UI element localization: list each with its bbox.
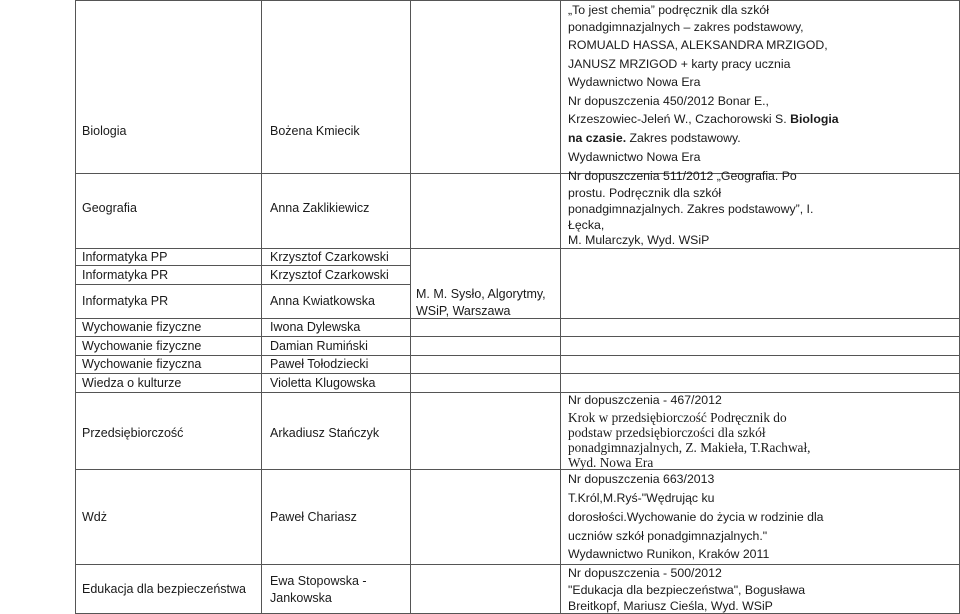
subject-cell: Wychowanie fizyczne: [82, 320, 202, 334]
reference-line: Nr dopuszczenia - 467/2012: [568, 393, 722, 407]
subject-cell: Wiedza o kulturze: [82, 376, 182, 390]
reference-authors: Krzeszowiec-Jeleń W., Czachorowski S.: [568, 112, 787, 126]
reference-line: Łęcka,: [568, 218, 605, 232]
subject-cell: Wychowanie fizyczna: [82, 357, 202, 371]
reference-line: „To jest chemia” podręcznik dla szkół: [568, 3, 769, 17]
column-divider: [261, 0, 262, 614]
teacher-cell: Anna Kwiatkowska: [270, 294, 375, 308]
reference-line: Nr dopuszczenia - 500/2012: [568, 566, 722, 580]
teacher-cell: Damian Rumiński: [270, 339, 368, 353]
teacher-cell: Paweł Tołodziecki: [270, 357, 369, 371]
teacher-cell: Anna Zaklikiewicz: [270, 201, 370, 215]
teacher-cell: Bożena Kmiecik: [270, 124, 360, 138]
reference-line: Wydawnictwo Runikon, Kraków 2011: [568, 547, 770, 561]
reference-line: uczniów szkół ponadgimnazjalnych.": [568, 529, 768, 543]
reference-line: ponadgimnazjalnych – zakres podstawowy,: [568, 20, 804, 34]
row-divider: [75, 373, 960, 374]
reference-line: ROMUALD HASSA, ALEKSANDRA MRZIGOD,: [568, 38, 828, 52]
reference-line: Nr dopuszczenia 450/2012 Bonar E.,: [568, 94, 769, 108]
column-divider: [75, 0, 76, 614]
column-divider: [410, 0, 411, 614]
subject-cell: Biologia: [82, 124, 127, 138]
reference-line: JANUSZ MRZIGOD + karty pracy ucznia: [568, 57, 791, 71]
reference-line: dorosłości.Wychowanie do życia w rodzinie dla: [568, 510, 824, 524]
teacher-cell: Violetta Klugowska: [270, 376, 376, 390]
reference-line: Breitkopf, Mariusz Cieśla, Wyd. WSiP: [568, 599, 773, 613]
subject-cell: Informatyka PR: [82, 268, 169, 282]
reference-title: Biologia: [790, 112, 839, 126]
subject-cell: Geografia: [82, 201, 137, 215]
row-divider: [75, 355, 960, 356]
reference-line: ponadgimnazjalnych, Z. Makieła, T.Rachwał,: [568, 440, 811, 455]
row-divider: [75, 564, 960, 565]
reference-line: Wydawnictwo Nowa Era: [568, 75, 701, 89]
reference-line: Wydawnictwo Nowa Era: [568, 150, 701, 164]
reference-line: prostu. Podręcznik dla szkół: [568, 186, 722, 200]
row-divider: [75, 284, 410, 285]
teacher-cell: Krzysztof Czarkowski: [270, 268, 389, 282]
textbook-cell: WSiP, Warszawa: [416, 304, 511, 318]
row-divider: [75, 336, 960, 337]
row-divider: [75, 392, 960, 393]
reference-line: [568, 131, 741, 146]
reference-line: Nr dopuszczenia 511/2012 „Geografia. Po: [568, 169, 797, 183]
reference-line: Krok w przedsiębiorczość Podręcznik do: [568, 410, 787, 425]
row-divider: [75, 469, 960, 470]
teacher-cell: Iwona Dylewska: [270, 320, 361, 334]
reference-line: "Edukacja dla bezpieczeństwa", Bogusława: [568, 583, 806, 597]
row-divider: [75, 173, 960, 174]
subject-cell: Edukacja dla bezpieczeństwa: [82, 582, 246, 596]
teacher-cell: Arkadiusz Stańczyk: [270, 426, 380, 440]
row-divider: [75, 0, 960, 1]
reference-line: ponadgimnazjalnych. Zakres podstawowy”, I.: [568, 202, 814, 216]
teacher-cell: Ewa Stopowska -: [270, 574, 367, 588]
reference-line: podstaw przedsiębiorczości dla szkół: [568, 425, 766, 440]
reference-line: Wyd. Nowa Era: [568, 455, 654, 470]
reference-line: M. Mularczyk, Wyd. WSiP: [568, 233, 710, 247]
row-divider: [75, 318, 960, 319]
column-divider: [560, 0, 561, 614]
teacher-cell: Jankowska: [270, 591, 332, 605]
subject-cell: Informatyka PR: [82, 294, 169, 308]
teacher-cell: Paweł Chariasz: [270, 510, 357, 524]
subject-cell: Informatyka PP: [82, 250, 168, 264]
subject-cell: Wdż: [82, 510, 107, 524]
reference-line: Nr dopuszczenia 663/2013: [568, 472, 715, 486]
teacher-cell: Krzysztof Czarkowski: [270, 250, 389, 264]
row-divider: [75, 248, 960, 249]
reference-title: na czasie.: [568, 131, 627, 145]
subject-cell: Wychowanie fizyczne: [82, 339, 202, 353]
reference-line: [568, 112, 839, 127]
subject-cell: Przedsiębiorczość: [82, 426, 184, 440]
reference-scope: Zakres podstawowy.: [629, 131, 741, 145]
reference-line: T.Król,M.Ryś-"Wędrując ku: [568, 491, 715, 505]
textbook-cell: M. M. Sysło, Algorytmy,: [416, 287, 546, 301]
